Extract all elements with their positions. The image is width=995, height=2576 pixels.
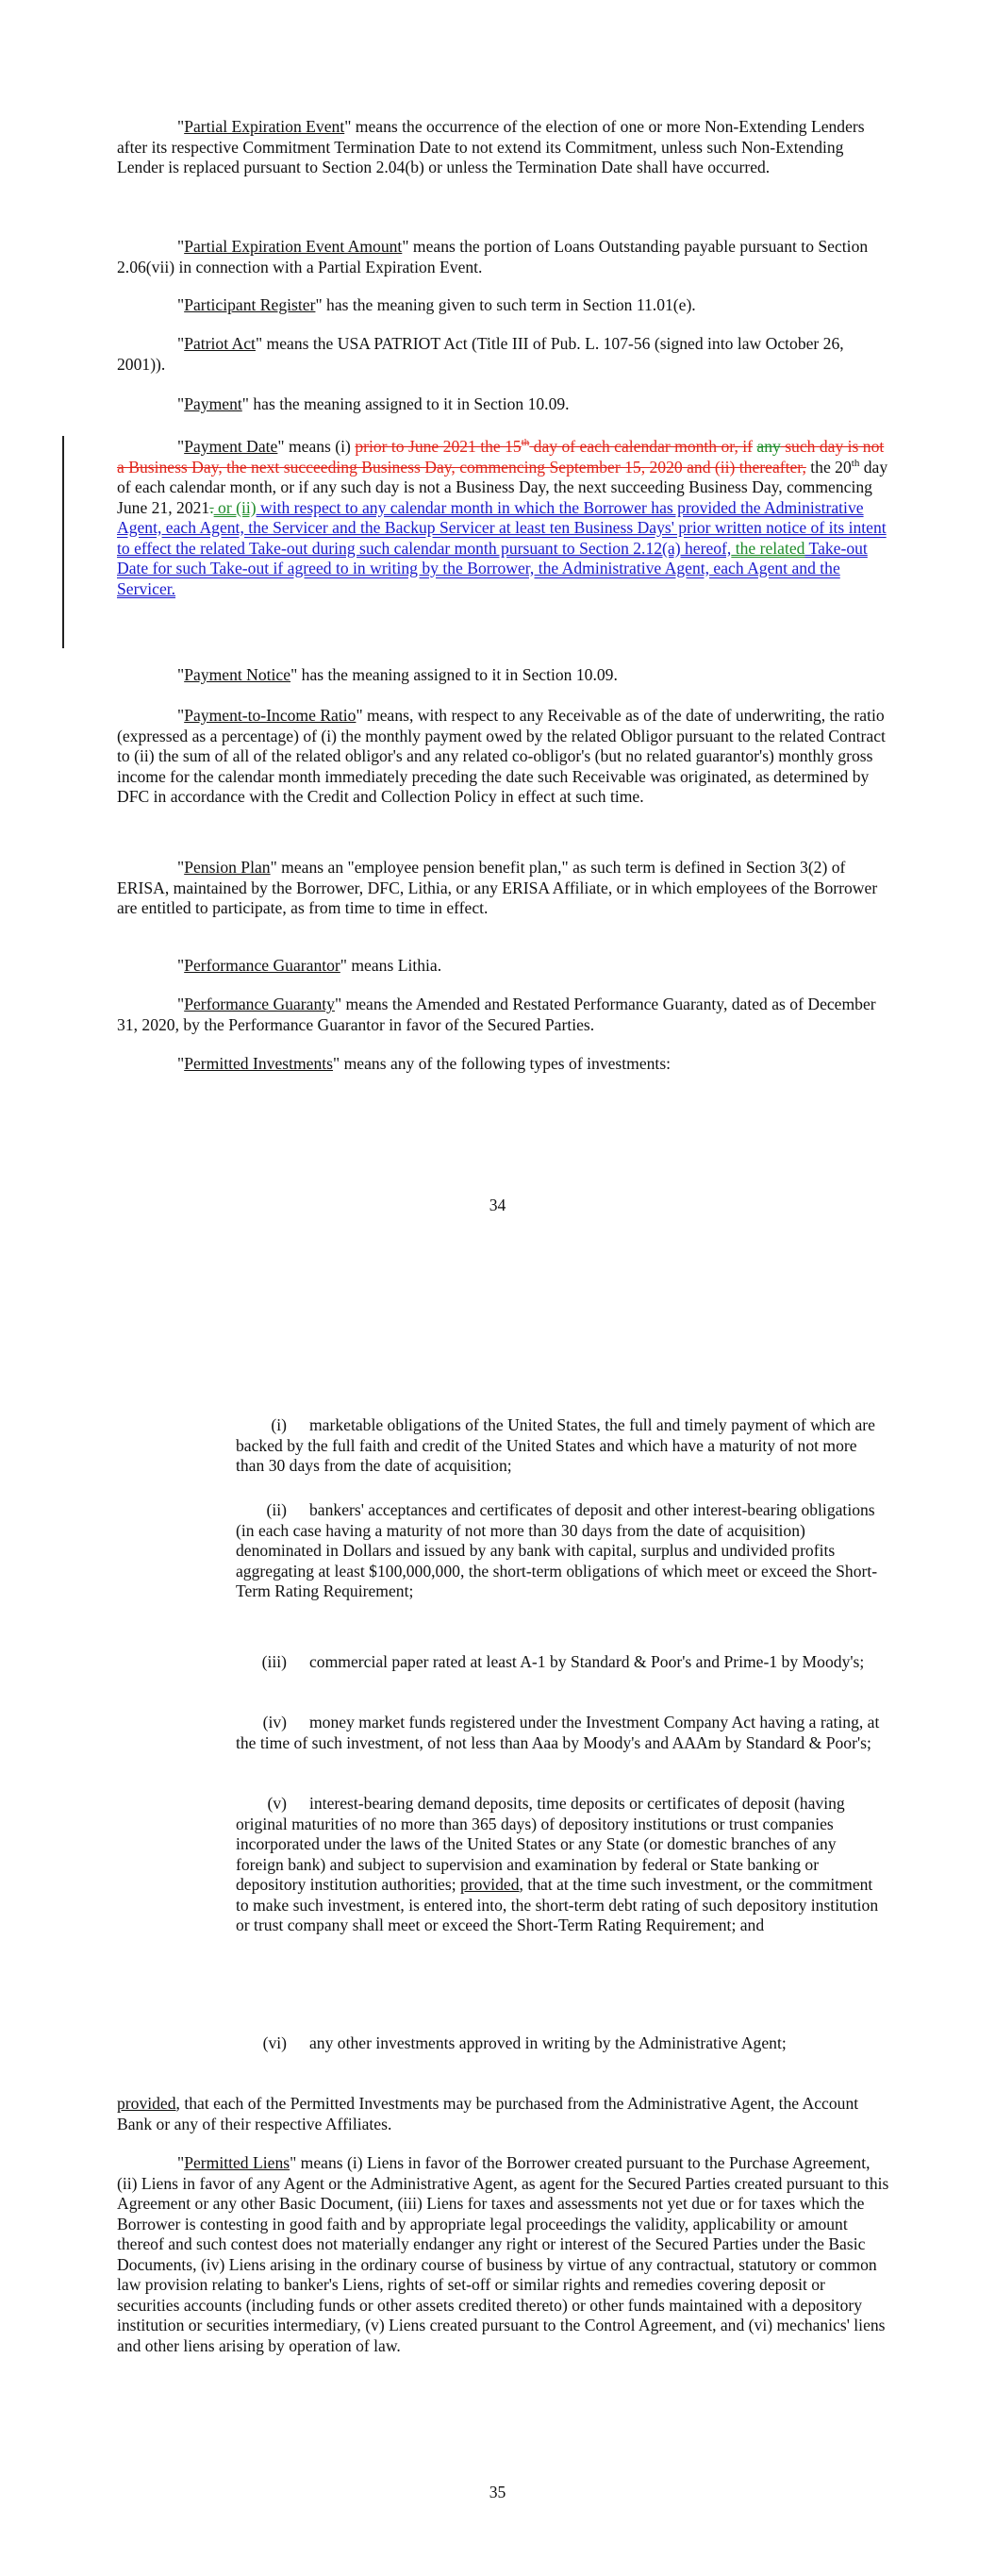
investment-item-iii: [236, 1652, 887, 1673]
inserted-text: with respect to any calendar month in which the Borrower has provided the Administrative Agent, each Agent, the Servicer and the Backup Servicer at least ten Business Days' prior written notice of its intent to effect the related Take-out during such calendar month pursuant to Section 2.12(a) hereof,: [117, 497, 887, 558]
definition-permitted-liens: [117, 2153, 890, 2356]
definition-payment-date: [117, 437, 890, 599]
quote-mark: ": [177, 334, 185, 353]
definition-patriot-act: [117, 334, 890, 375]
defined-term: Permitted Investments: [184, 1054, 334, 1073]
page-35: [0, 1288, 995, 2576]
inserted-text-moved: or (ii): [213, 497, 257, 517]
deleted-text-moved: any: [756, 437, 781, 456]
investment-item-ii: [236, 1500, 887, 1602]
quote-mark: ": [177, 394, 185, 413]
investment-item-v: [236, 1794, 887, 1936]
quote-mark: ": [177, 237, 185, 256]
investment-item-i: [236, 1415, 887, 1477]
proviso-text: , that each of the Permitted Investments may be purchased from the Administrative Agent, the Account Bank or any of their respective Affiliates.: [117, 2094, 859, 2133]
item-number: (iv): [262, 1713, 287, 1731]
inserted-text-moved: the related: [731, 538, 805, 558]
definition-performance-guaranty: [117, 995, 890, 1035]
definition-permitted-investments: [117, 1054, 890, 1075]
inserted-text: Take-out Date for such Take-out if agreed to in writing by the Borrower, the Administrative Agent, each Agent and the Servicer.: [117, 538, 868, 598]
investment-item-vi: [236, 2033, 887, 2054]
definition-text: day of each calendar month, or if any such day is not a Business Day, the next succeeding Business Day, commencing June 21, 2021: [117, 457, 888, 517]
superscript: th: [851, 457, 860, 469]
defined-term: Payment Notice: [184, 665, 291, 684]
provided-term: provided: [460, 1875, 520, 1894]
definition-text: " means the Amended and Restated Performance Guaranty, dated as of December 31, 2020, by the Performance Guarantor in favor of the Secured Parties.: [117, 995, 876, 1034]
deleted-text-moved: .: [209, 497, 214, 517]
defined-term: Participant Register: [184, 295, 316, 314]
deleted-text: prior to June 2021 the 15: [355, 437, 522, 456]
definition-text: " has the meaning assigned to it in Section 10.09.: [290, 665, 618, 684]
quote-mark: ": [177, 956, 185, 975]
quote-mark: ": [177, 2153, 185, 2172]
definition-text: " means (i): [277, 437, 356, 456]
definition-text: the 20: [805, 457, 852, 477]
defined-term: Payment: [184, 394, 242, 413]
provided-term: provided: [117, 2094, 176, 2113]
definition-partial-expiration-event: [117, 117, 890, 178]
defined-term: Partial Expiration Event Amount: [184, 237, 403, 256]
page-number: 35: [489, 2483, 506, 2501]
page-number: 34: [489, 1196, 506, 1214]
defined-term: Payment Date: [184, 437, 278, 456]
quote-mark: ": [177, 1054, 185, 1073]
definition-payment-to-income-ratio: [117, 706, 890, 808]
definition-text: " has the meaning given to such term in Section 11.01(e).: [315, 295, 696, 314]
item-number: (vi): [262, 2033, 287, 2052]
definition-participant-register: [117, 295, 890, 316]
definition-text: " has the meaning assigned to it in Section 10.09.: [241, 394, 570, 413]
permitted-investments-proviso: [117, 2094, 890, 2134]
deleted-text: day of each calendar month or, if: [529, 437, 753, 456]
defined-term: Payment-to-Income Ratio: [184, 706, 357, 725]
definition-pension-plan: [117, 858, 890, 919]
quote-mark: ": [177, 706, 185, 725]
definition-partial-expiration-event-amount: [117, 237, 890, 277]
definition-payment: [117, 394, 890, 415]
definition-text: " means, with respect to any Receivable as of the date of underwriting, the ratio (expressed as a percentage) of (i) the monthly payment owed by the related Obligor pursuant to the related Contract to (ii) the sum of all of the related obligor's and any related co-obligor's (but no related guarantor's) monthly gross income for the calendar month immediately preceding the date such Receivable was originated, as determined by DFC in accordance with the Credit and Collection Policy in effect at such time.: [117, 706, 886, 806]
deleted-superscript: th: [521, 437, 530, 449]
item-text: any other investments approved in writing by the Administrative Agent;: [309, 2033, 787, 2052]
quote-mark: ": [177, 117, 185, 136]
item-number: (iii): [261, 1652, 287, 1671]
investment-item-iv: [236, 1713, 887, 1753]
definition-text: " means Lithia.: [340, 956, 442, 975]
item-text: interest-bearing demand deposits, time deposits or certificates of deposit (having original maturities of no more than 365 days) of depository institutions or trust companies incorporated under the laws of the United States or any State (or domestic branches of any foreign bank) and subject to supervision and examination by federal or State banking or depository institution authorities;: [236, 1794, 845, 1894]
revision-change-bar: [62, 436, 64, 648]
item-number: (v): [267, 1794, 287, 1813]
item-text: bankers' acceptances and certificates of deposit and other interest-bearing obligations (in each case having a maturity of not more than 30 days from the date of acquisition) denominated in Dollars and issued by any bank with capital, surplus and undivided profits aggregating at least $100,000,000, the short-term obligations of which meet or exceed the Short-Term Rating Requirement;: [236, 1500, 878, 1600]
defined-term: Pension Plan: [184, 858, 271, 877]
quote-mark: ": [177, 995, 185, 1013]
definition-text: " means an "employee pension benefit plan," as such term is defined in Section 3(2) of ERISA, maintained by the Borrower, DFC, Lithia, or any ERISA Affiliate, or in which employees of the Borrower are entitled to participate, as from time to time in effect.: [117, 858, 878, 917]
definition-text: " means the portion of Loans Outstanding payable pursuant to Section 2.06(vii) in connection with a Partial Expiration Event.: [117, 237, 869, 276]
definition-performance-guarantor: [117, 956, 890, 977]
defined-term: Patriot Act: [184, 334, 256, 353]
item-number: (i): [271, 1415, 287, 1434]
item-text: commercial paper rated at least A-1 by Standard & Poor's and Prime-1 by Moody's;: [309, 1652, 865, 1671]
definition-payment-notice: [117, 665, 890, 686]
definition-text: " means the USA PATRIOT Act (Title III of Pub. L. 107-56 (signed into law October 26, 2001)).: [117, 334, 844, 374]
definition-text: " means (i) Liens in favor of the Borrower created pursuant to the Purchase Agreement, (ii) Liens in favor of any Agent or the Administrative Agent, as agent for the Secured Parties created pursuant to this Agreement or any other Basic Document, (iii) Liens for taxes and assessments not yet due or for taxes which the Borrower is contesting in good faith and by appropriate legal proceedings the validity, applicability or amount thereof and such contest does not materially endanger any right or interest of the Secured Parties under the Basic Documents, (iv) Liens arising in the ordinary course of business by virtue of any contractual, statutory or common law provision relating to banker's Liens, rights of set-off or similar rights and remedies covering deposit or securities accounts (including funds or other assets credited thereto) or other funds maintained with a depository institution or securities intermediary, (v) Liens created pursuant to the Control Agreement, and (vi) mechanics' liens and other liens arising by operation of law.: [117, 2153, 889, 2355]
item-text: , that at the time such investment, or the commitment to make such investment, is entered into, the short-term debt rating of such depository institution or trust company shall meet or exceed the Short-Term Rating Requirement; and: [236, 1875, 879, 1934]
definition-text: " means the occurrence of the election of one or more Non-Extending Lenders after its respective Commitment Termination Date to not extend its Commitment, unless such Non-Extending Lender is replaced pursuant to Section 2.04(b) or unless the Termination Date shall have occurred.: [117, 117, 865, 176]
definition-text: " means any of the following types of investments:: [333, 1054, 672, 1073]
quote-mark: ": [177, 858, 185, 877]
defined-term: Performance Guaranty: [184, 995, 335, 1013]
quote-mark: ": [177, 665, 185, 684]
item-number: (ii): [266, 1500, 287, 1519]
quote-mark: ": [177, 437, 185, 456]
defined-term: Performance Guarantor: [184, 956, 340, 975]
defined-term: Permitted Liens: [184, 2153, 290, 2172]
quote-mark: ": [177, 295, 185, 314]
defined-term: Partial Expiration Event: [184, 117, 345, 136]
deleted-text: such day is not a Business Day, the next succeeding Business Day, commencing September 15, 2020 and (ii) thereafter,: [117, 437, 885, 477]
item-text: money market funds registered under the Investment Company Act having a rating, at the time of such investment, of not less than Aaa by Moody's and AAAm by Standard & Poor's;: [236, 1713, 880, 1752]
item-text: marketable obligations of the United States, the full and timely payment of which are backed by the full faith and credit of the United States and which have a maturity of not more than 30 days from the date of acquisition;: [236, 1415, 875, 1475]
